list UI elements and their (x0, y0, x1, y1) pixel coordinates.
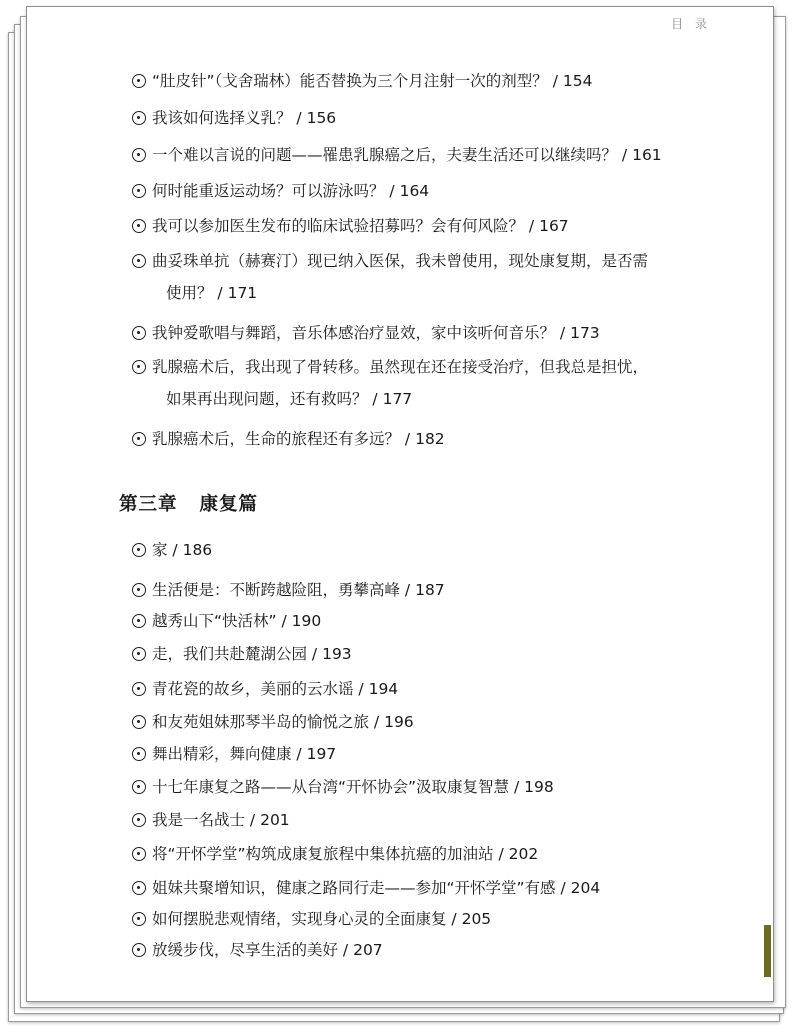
toc-item (132, 143, 662, 167)
page-header-text: 目 录 (671, 17, 711, 31)
toc-item-text-continued: 使用？ / 171 (166, 284, 258, 302)
circle-dot-icon (132, 184, 146, 198)
toc-item-text: 乳腺癌术后，我出现了骨转移。虽然现在还在接受治疗，但我总是担忧， (152, 358, 649, 376)
toc-item-text: 我可以参加医生发布的临床试验招募吗？会有何风险？ / 167 (152, 217, 569, 235)
toc-item (132, 742, 336, 766)
toc-item-text: “肚皮针”（戈舍瑞林）能否替换为三个月注射一次的剂型？ / 154 (152, 72, 593, 90)
circle-dot-icon (132, 715, 146, 729)
toc-item-text: 将“开怀学堂”构筑成康复旅程中集体抗癌的加油站 / 202 (152, 845, 539, 863)
toc-item-text: 何时能重返运动场？可以游泳吗？ / 164 (152, 182, 430, 200)
circle-dot-icon (132, 912, 146, 926)
toc-item (132, 907, 491, 931)
toc-item-text: 姐妹共聚增知识，健康之路同行走——参加“开怀学堂”有感 / 204 (152, 879, 601, 897)
toc-item-text: 舞出精彩，舞向健康 / 197 (152, 745, 337, 763)
toc-item (132, 249, 648, 305)
toc-item (132, 106, 336, 130)
accent-strip (764, 925, 771, 977)
circle-dot-icon (132, 780, 146, 794)
toc-item (132, 69, 592, 93)
toc-item (132, 427, 445, 451)
toc-item (132, 710, 414, 734)
circle-dot-icon (132, 682, 146, 696)
toc-item-text: 我钟爱歌唱与舞蹈，音乐体感治疗显效，家中该听何音乐？ / 173 (152, 324, 600, 342)
toc-item-text: 生活便是：不断跨越险阻，勇攀高峰 / 187 (152, 581, 445, 599)
toc-item (132, 538, 212, 562)
toc-item (132, 578, 445, 602)
toc-item (132, 775, 554, 799)
circle-dot-icon (132, 583, 146, 597)
toc-item-text: 乳腺癌术后，生命的旅程还有多远？ / 182 (152, 430, 445, 448)
circle-dot-icon (132, 943, 146, 957)
chapter-title (119, 490, 258, 516)
circle-dot-icon (132, 881, 146, 895)
circle-dot-icon (132, 111, 146, 125)
circle-dot-icon (132, 847, 146, 861)
toc-item (132, 609, 321, 633)
toc-item (132, 938, 383, 962)
toc-item-text: 如何摆脱悲观情绪，实现身心灵的全面康复 / 205 (152, 910, 492, 928)
toc-item-text: 越秀山下“快活林” / 190 (152, 612, 322, 630)
toc-item-text: 走，我们共赴麓湖公园 / 193 (152, 645, 352, 663)
toc-item-text: 曲妥珠单抗（赫赛汀）现已纳入医保，我未曾使用，现处康复期，是否需 (152, 252, 649, 270)
toc-item-text: 一个难以言说的问题——罹患乳腺癌之后，夫妻生活还可以继续吗？ / 161 (152, 146, 662, 164)
circle-dot-icon (132, 747, 146, 761)
toc-item (132, 214, 569, 238)
circle-dot-icon (132, 219, 146, 233)
circle-dot-icon (132, 360, 146, 374)
chapter-name: 康复篇 (199, 494, 259, 515)
toc-item-text: 我是一名战士 / 201 (152, 811, 290, 829)
toc-page (26, 6, 774, 1002)
toc-item-text: 我该如何选择义乳？ / 156 (152, 109, 337, 127)
circle-dot-icon (132, 813, 146, 827)
circle-dot-icon (132, 148, 146, 162)
toc-item (132, 179, 429, 203)
toc-item-text-continued: 如果再出现问题，还有救吗？ / 177 (166, 390, 413, 408)
toc-item-text: 十七年康复之路——从台湾“开怀协会”汲取康复智慧 / 198 (152, 778, 554, 796)
toc-item-text: 家 / 186 (152, 541, 213, 559)
toc-item (132, 876, 600, 900)
circle-dot-icon (132, 74, 146, 88)
toc-item (132, 642, 352, 666)
toc-item-text: 青花瓷的故乡，美丽的云水谣 / 194 (152, 680, 399, 698)
toc-item-text: 和友苑姐妹那琴半岛的愉悦之旅 / 196 (152, 713, 414, 731)
circle-dot-icon (132, 432, 146, 446)
circle-dot-icon (132, 614, 146, 628)
circle-dot-icon (132, 254, 146, 268)
circle-dot-icon (132, 647, 146, 661)
toc-item (132, 355, 648, 411)
chapter-number: 第三章 (119, 494, 178, 515)
toc-item-text: 放缓步伐，尽享生活的美好 / 207 (152, 941, 383, 959)
toc-item (132, 808, 290, 832)
toc-item (132, 842, 538, 866)
toc-item (132, 677, 398, 701)
circle-dot-icon (132, 543, 146, 557)
toc-item (132, 321, 600, 345)
circle-dot-icon (132, 326, 146, 340)
